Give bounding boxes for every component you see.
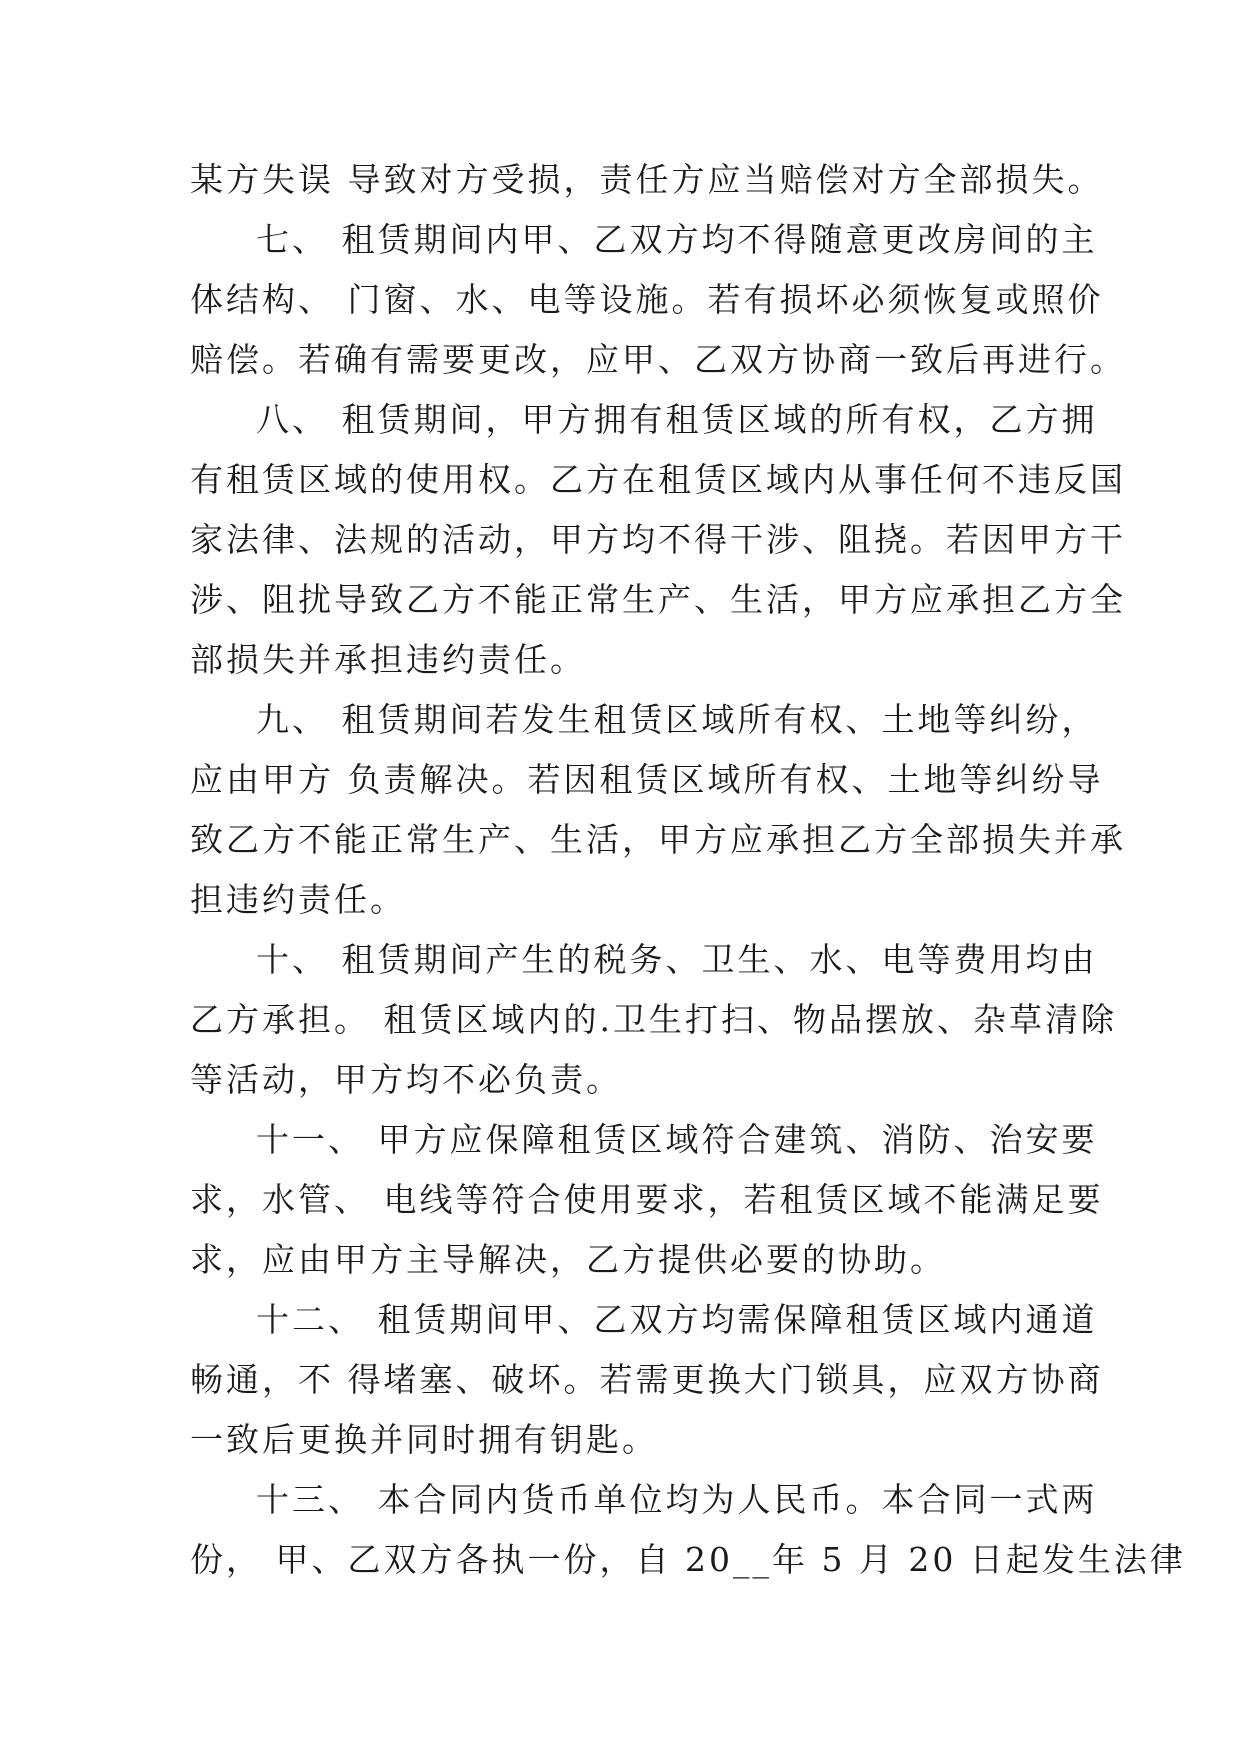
- text-line: 求，水管、 电线等符合使用要求，若租赁区域不能满足要: [190, 1180, 1104, 1219]
- text-line: 担违约责任。: [190, 880, 406, 919]
- clause-8-heading-line: 八、 租赁期间，甲方拥有租赁区域的所有权，乙方拥: [256, 400, 1098, 439]
- text-line: 有租赁区域的使用权。乙方在租赁区域内从事任何不违反国: [190, 460, 1126, 499]
- text-line: 畅通，不 得堵塞、破坏。若需更换大门锁具，应双方协商: [190, 1360, 1104, 1399]
- clause-12-heading-line: 十二、 租赁期间甲、乙双方均需保障租赁区域内通道: [256, 1300, 1098, 1339]
- text-line: 等活动，甲方均不必负责。: [190, 1060, 622, 1099]
- clause-13-heading-line: 十三、 本合同内货币单位均为人民币。本合同一式两: [256, 1480, 1098, 1519]
- text-line: 某方失误 导致对方受损，责任方应当赔偿对方全部损失。: [190, 160, 1104, 199]
- text-line: 部损失并承担违约责任。: [190, 640, 586, 679]
- text-line: 体结构、 门窗、水、电等设施。若有损坏必须恢复或照价: [190, 280, 1104, 319]
- clause-10-heading-line: 十、 租赁期间产生的税务、卫生、水、电等费用均由: [256, 940, 1098, 979]
- text-line: 涉、阻扰导致乙方不能正常生产、生活，甲方应承担乙方全: [190, 580, 1126, 619]
- text-line: 份， 甲、乙双方各执一份，自 20__年 5 月 20 日起发生法律: [190, 1540, 1186, 1579]
- text-line: 乙方承担。 租赁区域内的.卫生打扫、物品摆放、杂草清除: [190, 1000, 1117, 1039]
- clause-11-heading-line: 十一、 甲方应保障租赁区域符合建筑、消防、治安要: [256, 1120, 1098, 1159]
- clause-9-heading-line: 九、 租赁期间若发生租赁区域所有权、土地等纠纷，: [256, 700, 1098, 739]
- document-page: [190, 150, 1186, 1590]
- text-line: 一致后更换并同时拥有钥匙。: [190, 1420, 658, 1459]
- text-line: 致乙方不能正常生产、生活，甲方应承担乙方全部损失并承: [190, 820, 1126, 859]
- text-line: 求，应由甲方主导解决，乙方提供必要的协助。: [190, 1240, 946, 1279]
- text-line: 赔偿。若确有需要更改，应甲、乙双方协商一致后再进行。: [190, 340, 1126, 379]
- text-line: 应由甲方 负责解决。若因租赁区域所有权、土地等纠纷导: [190, 760, 1104, 799]
- text-line: 家法律、法规的活动，甲方均不得干涉、阻挠。若因甲方干: [190, 520, 1126, 559]
- clause-7-heading-line: 七、 租赁期间内甲、乙双方均不得随意更改房间的主: [256, 220, 1098, 259]
